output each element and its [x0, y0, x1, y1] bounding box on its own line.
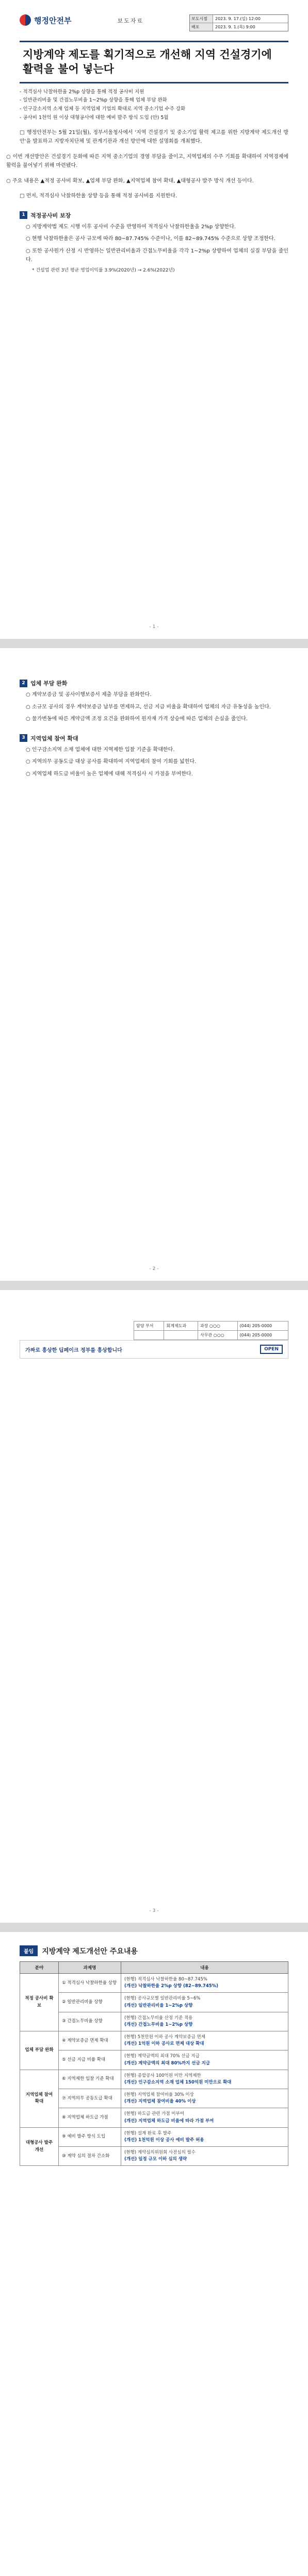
category-cell: 업체 부담 완화: [20, 2031, 59, 2070]
headline: 지방계약 제도를 획기적으로 개선해 지역 건설경기에 활력을 불어 넣는다: [23, 48, 272, 76]
section-title: 지역업체 참여 확대: [30, 735, 78, 742]
page-separator: [0, 1923, 308, 1932]
contact-team: 회계제도과: [164, 1321, 198, 1331]
table-row: [20, 1974, 288, 1993]
category-cell: 적정 공사비 확보: [20, 1974, 59, 2031]
before-text: (현행) 계약심의위원회 사전심의 필수: [124, 2150, 196, 2156]
annex-title: 지방계약 제도개선안 주요내용: [42, 1947, 138, 1956]
section-heading: [20, 734, 288, 742]
column-header: 과제명: [59, 1962, 121, 1974]
task-cell: ⑨ 예비 발주 방식 도입: [59, 2127, 121, 2146]
page-4: [0, 1932, 308, 2576]
content-cell: [121, 2031, 288, 2050]
page-number: - 1 -: [149, 624, 159, 630]
contact-person: 과장 ○○○: [198, 1321, 237, 1331]
after-text: (개선) 인구감소지역 소재 업체 150억원 미만으로 확대: [124, 2079, 232, 2085]
task-cell: ⑦ 지역의무 공동도급 확대: [59, 2089, 121, 2108]
table-row: [20, 2031, 288, 2050]
table-row: [20, 2108, 288, 2127]
embargo-key: 배포: [190, 23, 213, 31]
section-heading: [20, 211, 288, 219]
task-cell: ② 일반관리비율 상향: [59, 1993, 121, 2012]
ministry-logo: [20, 14, 71, 26]
section-item: ○ 지역업체 하도급 비율이 높은 업체에 대해 적격심사 시 가점을 부여한다.: [26, 771, 193, 777]
summary-item: - 일반관리비율 및 간접노무비율 1~2%p 상향을 통해 업체 부담 완화: [20, 97, 167, 104]
summary-list: [20, 89, 288, 122]
content-cell: [121, 2108, 288, 2127]
task-cell: ④ 계약보증금 면제 확대: [59, 2031, 121, 2050]
section-item: ○ 계약보증금 및 공사이행보증서 제출 부담을 완화한다.: [26, 692, 152, 698]
contact-table: [134, 1321, 288, 1340]
doc-type-label: 보도자료: [117, 18, 143, 24]
table-row: [20, 2147, 288, 2166]
after-text: (개선) 지역업체 참여비율 40% 이상: [124, 2099, 196, 2105]
section-item: ○ 또한 공사원가 산정 시 반영하는 일반관리비율과 간접노무비율을 각각 1~2%p 상향하여 업체의 실질 부담을 줄인다.: [26, 248, 288, 263]
contact-phone: (044) 205-0000: [237, 1331, 288, 1340]
table-row: [20, 2089, 288, 2108]
content-cell: [121, 2089, 288, 2108]
content-cell: [121, 2070, 288, 2089]
page-1: [0, 0, 308, 639]
task-cell: ⑧ 지역업체 하도급 가점: [59, 2108, 121, 2127]
section-number: 1: [20, 211, 27, 219]
content-cell: [121, 2012, 288, 2031]
page-3: [0, 1290, 308, 1923]
section-title: 적정공사비 보장: [30, 212, 71, 219]
contact-person: 사무관 ○○○: [198, 1331, 237, 1340]
after-text: (개선) 간접노무비율 1~2%p 상향: [124, 2022, 193, 2027]
section-item: ○ 지역의무 공동도급 대상 공사를 확대하여 지역업체의 참여 기회를 넓힌다.: [26, 759, 197, 765]
section-item: ○ 인구감소지역 소재 업체에 대한 지역제한 입찰 기준을 확대한다.: [26, 747, 175, 753]
before-text: (현행) 지역업체 참여비율 30% 이상: [124, 2092, 194, 2098]
contact-dept: 담당 부서: [134, 1321, 164, 1331]
headline-box: [20, 41, 288, 83]
after-text: (개선) 1억원 이하 공사로 면제 대상 확대: [124, 2041, 204, 2047]
reform-table: [20, 1961, 288, 2166]
category-cell: 지역업체 참여 확대: [20, 2070, 59, 2127]
section-heading: [20, 679, 288, 687]
page-number: - 2 -: [149, 1266, 159, 1272]
content-cell: [121, 1993, 288, 2012]
task-cell: ⑩ 계약 심의 절차 간소화: [59, 2147, 121, 2166]
summary-item: - 적격심사 낙찰하한율 2%p 상향을 통해 적정 공사비 지원: [20, 89, 144, 95]
content-cell: [121, 2050, 288, 2070]
embargo-table: [189, 14, 288, 31]
footnote: * 건설업 관련 3년 평균 영업이익률 3.9%(2020년) → 2.6%(2022년): [32, 267, 175, 273]
body-paragraph: □ 행정안전부는 5월 21일(월), 정부서울청사에서 '지역 건설경기 및 중소기업 활력 제고를 위한 지방계약 제도개선 방안'을 발표하고 지방자치단체 및 관계기관과 개선 방안에 대한 설명회를 개최했다.: [20, 129, 288, 145]
task-cell: ⑥ 지역제한 입찰 기준 확대: [59, 2070, 121, 2089]
annex-heading: [20, 1945, 288, 1956]
after-text: (개선) 낙찰하한율 2%p 상향 (82~89.745%): [124, 1984, 219, 1989]
section-number: 3: [20, 734, 27, 742]
open-badge: OPEN: [260, 1345, 283, 1354]
table-row: [20, 2070, 288, 2089]
ministry-name: 행정안전부: [34, 15, 72, 25]
after-text: (개선) 일반관리비율 1~2%p 상향: [124, 2003, 193, 2008]
before-text: (현행) 공사규모별 일반관리비율 5~6%: [124, 1996, 201, 2002]
body-paragraph: ○ 이번 개선방안은 건설경기 둔화에 따른 지역 중소기업의 경영 부담을 줄이고, 지역업체의 수주 기회를 확대하여 지역경제에 활력을 불어넣기 위해 마련됐다.: [6, 154, 288, 169]
summary-item: - 공사비 1천억 원 이상 대형공사에 대한 예비 발주 방식 도입 (안) 5월: [20, 114, 169, 121]
embargo-key: 보도시점: [190, 15, 213, 23]
category-cell: 대형공사 발주 개선: [20, 2127, 59, 2166]
page-separator: [0, 639, 308, 648]
before-text: (현행) 설계 완료 후 발주: [124, 2130, 172, 2136]
table-row: [20, 1993, 288, 2012]
section-title: 업체 부담 완화: [30, 680, 68, 687]
body-paragraph: ○ 주요 내용은 ▲적정 공사비 확보, ▲업체 부담 완화, ▲지역업체 참여 확대, ▲대형공사 발주 방식 개선 등이다.: [6, 178, 254, 184]
section-item: ○ 지방계약법 제도 시행 이후 공사비 수준을 반영하여 적격심사 낙찰하한율을 2%p 상향한다.: [26, 224, 236, 230]
after-text: (개선) 1천억원 이상 공사 예비 발주 허용: [124, 2137, 204, 2143]
task-cell: ⑤ 선금 지급 비율 확대: [59, 2050, 121, 2070]
before-text: (현행) 계약금액의 최대 70% 선금 지급: [124, 2054, 200, 2059]
section-item: ○ 소규모 공사의 경우 계약보증금 납부를 면제하고, 선금 지급 비율을 확대하여 업체의 자금 유동성을 높인다.: [26, 704, 271, 710]
campaign-banner: [20, 1340, 288, 1359]
before-text: (현행) 하도급 관련 가점 미부여: [124, 2111, 184, 2117]
section-number: 2: [20, 680, 27, 687]
content-cell: [121, 2147, 288, 2166]
page-separator: [0, 1281, 308, 1290]
summary-item: - 인구감소지역 소재 업체 등 지역업체 기업의 확대로 지역 중소기업 수주 강화: [20, 106, 186, 112]
table-row: [20, 2050, 288, 2070]
contact-phone: (044) 205-0000: [237, 1321, 288, 1331]
annex-tag: 붙임: [20, 1945, 38, 1956]
embargo-value: 2023. 9. 17.(일) 12:00: [215, 16, 261, 21]
column-header: 분야: [20, 1962, 59, 1974]
after-text: (개선) 계약금액의 최대 80%까지 선금 지급: [124, 2060, 210, 2066]
before-text: (현행) 5천만원 이하 공사 계약보증금 면제: [124, 2035, 205, 2040]
table-row: [20, 2127, 288, 2146]
contact-dept: [134, 1331, 164, 1340]
body-paragraph: □ 먼저, 적격심사 낙찰하한율 상향 등을 통해 적정 공사비를 지원한다.: [20, 193, 177, 199]
embargo-value: 2023. 9. 1.(목) 9:00: [215, 25, 255, 29]
page-number: - 3 -: [149, 1908, 159, 1913]
content-cell: [121, 1974, 288, 1993]
banner-text: 가짜로 흥상한 딥페이크 정부를 흥상합니다: [25, 1347, 122, 1353]
task-cell: ③ 간접노무비율 상향: [59, 2012, 121, 2031]
after-text: (개선) 일정 규모 이하 심의 생략: [124, 2157, 187, 2162]
contact-team: [164, 1331, 198, 1340]
page-2: [0, 648, 308, 1281]
section-item: ○ 물가변동에 따른 계약금액 조정 요건을 완화하여 원자재 가격 상승에 따른 업체의 손실을 줄인다.: [26, 716, 248, 722]
before-text: (현행) 적격심사 낙찰하한율 80~87.745%: [124, 1977, 207, 1982]
before-text: (현행) 간접노무비율 산정 기준 적용: [124, 2015, 193, 2021]
task-cell: ① 적격심사 낙찰하한율 상향: [59, 1974, 121, 1993]
table-row: [20, 2012, 288, 2031]
emblem-icon: [20, 14, 31, 26]
content-cell: [121, 2127, 288, 2146]
column-header: 내용: [121, 1962, 288, 1974]
section-item: ○ 현행 낙찰하한율은 공사 규모에 따라 80~87.745% 수준이나, 이를 82~89.745% 수준으로 상향 조정한다.: [26, 236, 275, 242]
before-text: (현행) 종합공사 100억원 미만 지역제한: [124, 2073, 201, 2078]
after-text: (개선) 지역업체 하도급 비율에 따라 가점 부여: [124, 2118, 214, 2124]
